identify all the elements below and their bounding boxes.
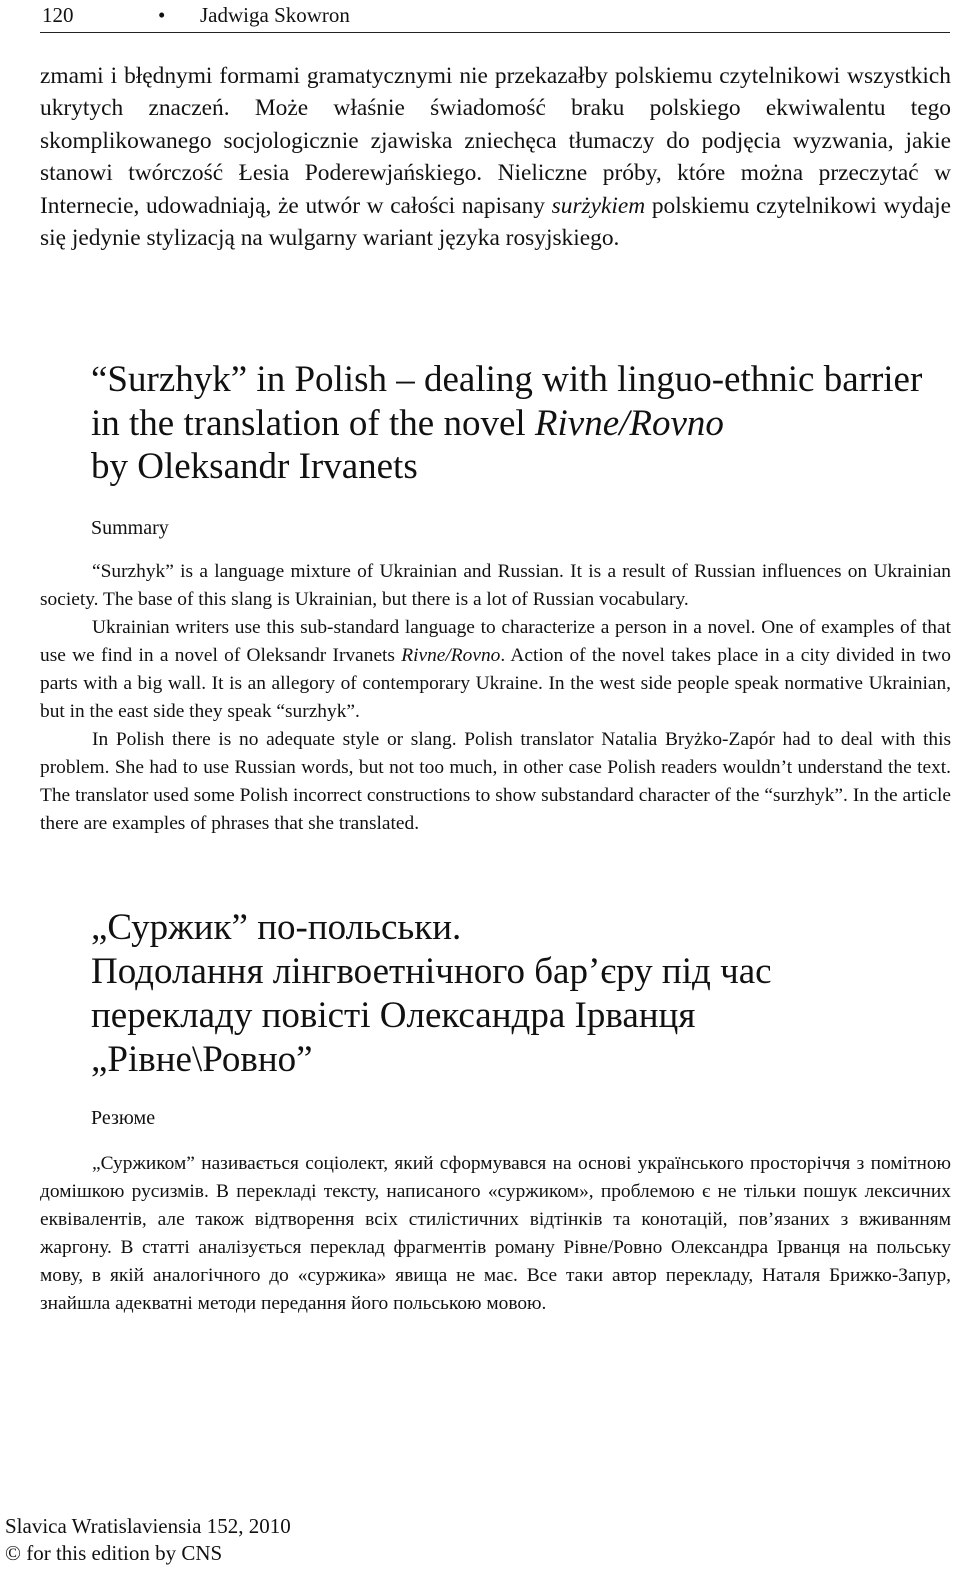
english-title-novel: Rivne/Rovno bbox=[534, 402, 724, 444]
running-author: Jadwiga Skowron bbox=[200, 3, 350, 27]
summary-paragraph-2 bbox=[40, 614, 951, 726]
ukrainian-title-line1: „Суржик” по-польськи. bbox=[91, 907, 462, 948]
copyright-notice: © for this edition by CNS bbox=[5, 1541, 223, 1565]
resume-text bbox=[40, 1150, 951, 1318]
body-text-italic: surżykiem bbox=[551, 192, 646, 219]
english-title-line2 bbox=[91, 402, 960, 446]
body-paragraph bbox=[40, 60, 951, 254]
ukrainian-title-line4: „Рівне\Ровно” bbox=[91, 1039, 313, 1080]
body-text-part2: polskiemu czytelnikowi wydaje się jedynie stylizacją na wulgarny wariant języka rosyjskiego. bbox=[40, 192, 952, 252]
page-number: 120 bbox=[42, 3, 74, 27]
body-text-part1: zmami i błędnymi formami gramatycznymi nie przekazałby polskiemu czytelnikowi wszystkich ukrytych znaczeń. Może właśnie świadomość braku polskiego ekwiwalentu tego skomplikowanego socjologicznie zjawiska zniechęca tłumaczy do podjęcia wyzwania, jakie stanowi twórczość Łesia Poderewjańskiego. Nieliczne próby, które można przeczytać w Internecie, udowadniają, że utwór w całości napisany bbox=[40, 63, 951, 219]
summary-paragraph-3: In Polish there is no adequate style or slang. Polish translator Natalia Bryżko-Zapór had to deal with this problem. She had to use Russian words, but not too much, in other case Polish readers wouldn’t understand the text. The translator used some Polish incorrect constructions to show substandard character of the “surzhyk”. In the article there are examples of phrases that she translated. bbox=[40, 729, 951, 834]
resume-heading: Резюме bbox=[91, 1107, 156, 1129]
journal-citation: Slavica Wratislaviensia 152, 2010 bbox=[5, 1514, 291, 1538]
english-title-line1: “Surzhyk” in Polish – dealing with linguo-ethnic barrier bbox=[91, 359, 923, 400]
running-header bbox=[40, 2, 950, 33]
ukrainian-title-line2: Подолання лінгвоетнічного бар’єру під час bbox=[91, 951, 772, 992]
english-title-line2-prefix: in the translation of the novel bbox=[91, 402, 535, 444]
summary-p2-part2: . Action of the novel takes place in a city divided in two parts with a big wall. It is an allegory of contemporary Ukraine. In the west side people speak normative Ukrainian, but in the east side they speak “surzhyk”. bbox=[40, 645, 951, 722]
bullet-separator: • bbox=[158, 3, 166, 27]
resume-paragraph-1: „Суржиком” називається соціолект, який сформувався на основі українського просторіччя з помітною домішкою русизмів. В перекладі тексту, написаного «суржиком», проблемою є не тільки пошук лексичних еквівалентів, але також відтворення всіх стилістичних відтінків та конотацій, пов’язаних з вживанням жаргону. В статті аналізується переклад фрагментів роману Рівне/Ровно Олександра Ірванця на польську мову, в якій аналогічного до «суржика» явища не має. Все таки автор перекладу, Наталя Брижко-Запур, знайшла адекватні методи передання його польською мовою. bbox=[40, 1153, 951, 1314]
summary-heading: Summary bbox=[91, 517, 169, 539]
english-title-line3: by Oleksandr Irvanets bbox=[91, 446, 418, 487]
ukrainian-title-line3: перекладу повісті Олександра Ірванця bbox=[91, 995, 696, 1036]
summary-p2-italic: Rivne/Rovno bbox=[401, 645, 501, 666]
summary-text bbox=[40, 558, 951, 838]
summary-paragraph-1: “Surzhyk” is a language mixture of Ukrainian and Russian. It is a result of Russian influences on Ukrainian society. The base of this slang is Ukrainian, but there is a lot of Russian vocabulary. bbox=[40, 561, 951, 610]
english-title bbox=[91, 358, 960, 489]
summary-p2-part1: Ukrainian writers use this sub-standard language to characterize a person in a novel. One of examples of that use we find in a novel of Oleksandr Irvanets bbox=[40, 617, 951, 666]
ukrainian-title bbox=[91, 906, 951, 1082]
page-footer bbox=[5, 1513, 291, 1567]
